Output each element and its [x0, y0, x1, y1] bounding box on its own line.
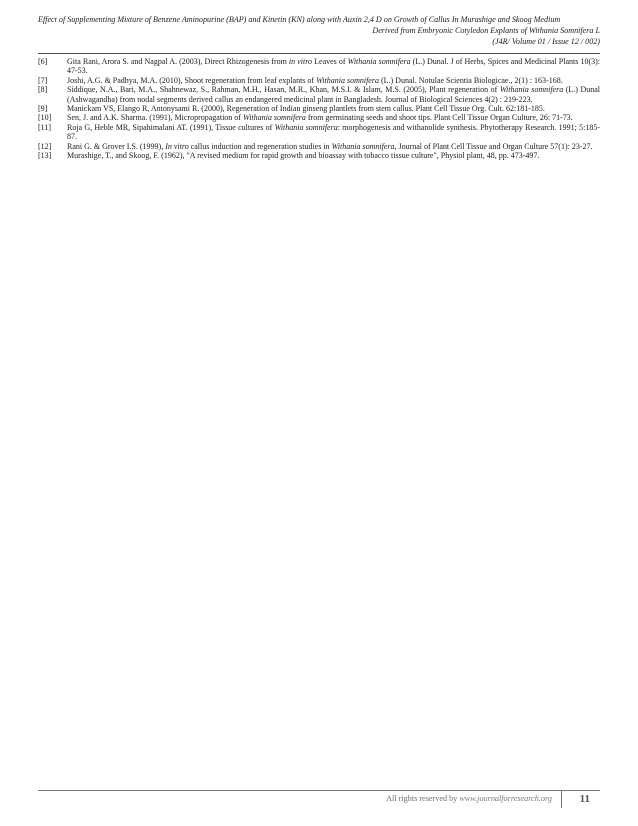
journal-link[interactable]: www.journalforresearch.org	[459, 794, 552, 803]
reference-text: Gita Rani, Arora S. and Nagpal A. (2003), Direct Rhizogenesis from in vitro Leaves of Withania somnifera (L.) Dunal. J of Herbs, Spices and Medicinal Plants 10(3): 47-53.	[67, 57, 600, 76]
footer-rule	[38, 790, 600, 791]
header-title-line: Effect of Supplementing Mixture of Benzene Aminopurine (BAP) and Kinetin (KN) along with Auxin 2,4 D on Growth of Callus In Murashige and Skoog Medium	[38, 15, 561, 24]
running-header	[38, 14, 600, 47]
reference-text: Manickam VS, Elango R, Antonysami R. (2000), Regeneration of Indian ginseng plantlets from stem callus. Plant Cell Tissue Org. Cult. 62:181-185.	[67, 104, 545, 114]
reference-item	[38, 104, 600, 113]
reference-text: Murashige, T., and Skoog, F. (1962), "A revised medium for rapid growth and bioassay with tobacco tissue culture", Physiol plant, 48, pp. 473-497.	[67, 151, 540, 161]
reference-text: Rani G. & Grover I.S. (1999), In vitro callus induction and regeneration studies in Withania somnifera, Journal of Plant Cell Tissue and Organ Culture 57(1): 23-27.	[67, 141, 593, 151]
reference-item	[38, 85, 600, 104]
reference-item	[38, 76, 600, 85]
reference-item	[38, 123, 600, 142]
reference-number: [8]	[38, 85, 48, 95]
reference-text: Joshi, A.G. & Padhya, M.A. (2010), Shoot regeneration from leaf explants of Withania somnifera (L.) Dunal. Notulae Scientia Biologicae., 2(1) : 163-168.	[67, 75, 563, 85]
reference-number: [11]	[38, 122, 52, 132]
reference-text: Siddique, N.A., Bari, M.A., Shahnewaz, S., Rahman, M.H., Hasan, M.R., Khan, M.S.I. & Islam, M.S. (2005), Plant regeneration of Withania somnifera (L.) Dunal (Ashwagandha) from nodal segments derived callus an endangered medicinal plant in Bangladesh. Journal of Biological Sciences 4(2) : 219-223.	[67, 85, 601, 104]
reference-item	[38, 57, 600, 76]
page-number: 11	[579, 793, 590, 805]
reference-item	[38, 142, 600, 151]
copyright-notice: All rights reserved by www.journalforresearch.org	[386, 794, 552, 803]
header-explant-line: Derived from Embryonic Cotyledon Explants of Withania Somnifera L	[372, 26, 600, 35]
reference-number: [10]	[38, 113, 52, 123]
reference-text: Roja G, Heble MR, Sipahimalani AT. (1991), Tissue cultures of Withania somnifera: morphogenesis and withanolide synthesis. Phytotherapy Research. 1991; 5:185-87.	[67, 122, 601, 142]
header-rule	[38, 53, 600, 54]
reference-number: [6]	[38, 57, 48, 66]
page-footer	[38, 790, 600, 810]
reference-number: [9]	[38, 104, 48, 114]
reference-number: [7]	[38, 75, 48, 85]
reference-item	[38, 113, 600, 122]
header-volume-line: (J4R/ Volume 01 / Issue 12 / 002)	[492, 37, 600, 46]
reference-list	[38, 57, 600, 160]
reference-text: Sen, J. and A.K. Sharma. (1991), Micropropagation of Withania somnifera from germinating seeds and shoot tips. Plant Cell Tissue Organ Culture, 26: 71-73.	[67, 113, 573, 123]
reference-number: [12]	[38, 141, 52, 151]
reference-number: [13]	[38, 151, 52, 161]
reference-item	[38, 151, 600, 160]
